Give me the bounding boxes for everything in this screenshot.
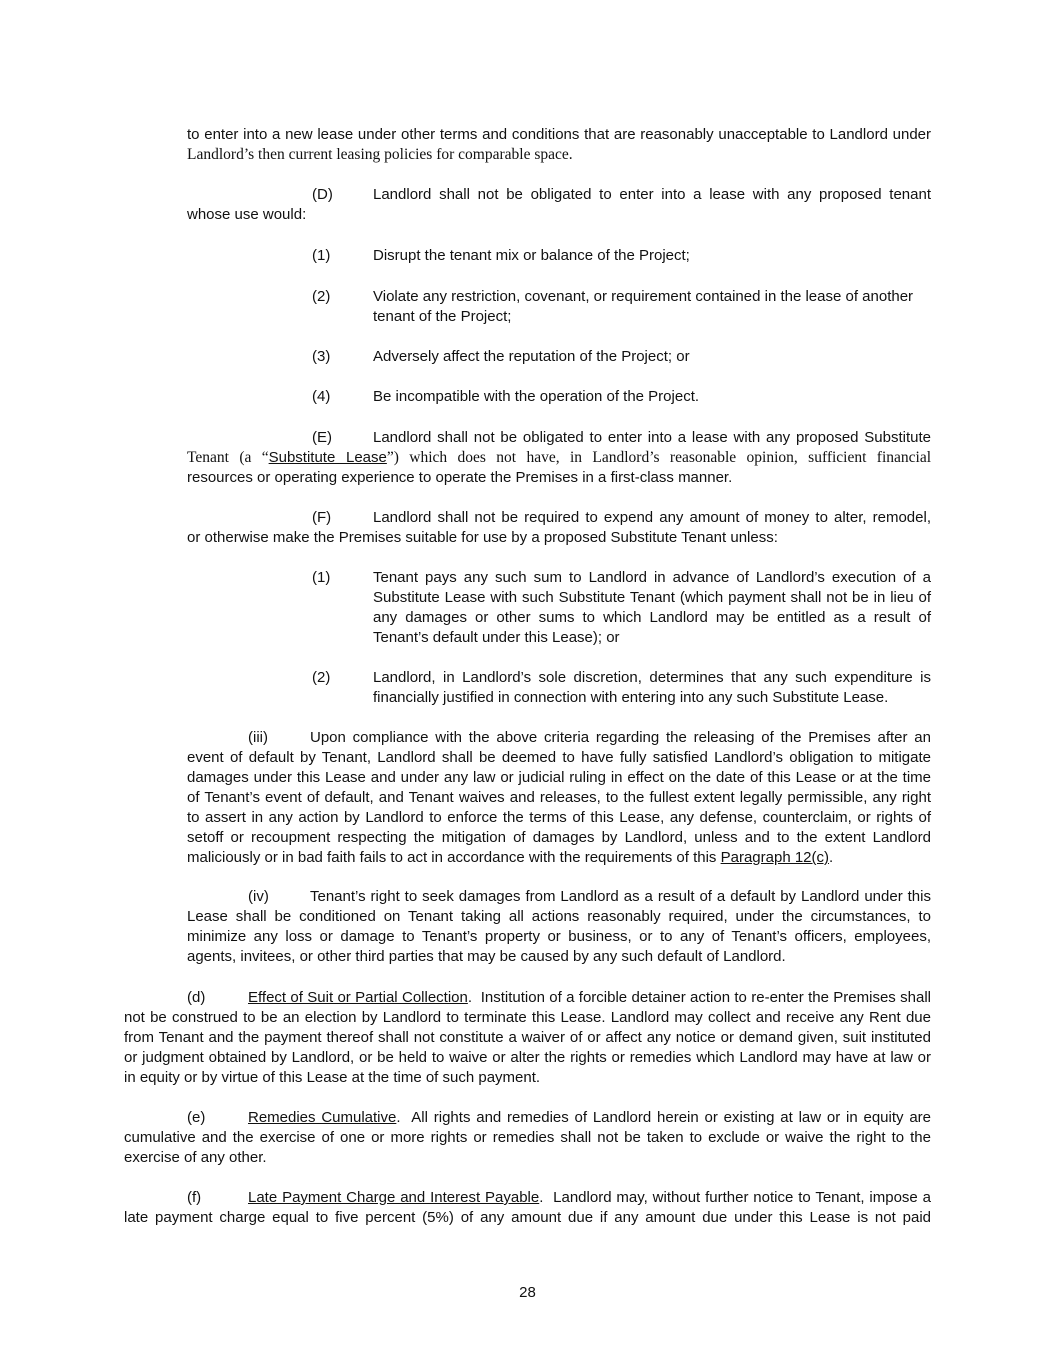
item-text: Adversely affect the reputation of the Project; or <box>373 348 690 365</box>
clause-E-line-1: Landlord shall not be obligated to enter into a lease with any proposed Substitute <box>373 429 931 446</box>
continuation-line-2: Landlord’s then current leasing policies for comparable space. <box>187 146 573 163</box>
clause-iii-text: Upon compliance with the above criteria regarding the releasing of the Premises after an event of default by Tenant, Landlord shall be deemed to have fully satisfied Landlord’s obligation to mitigate damages under this Lease and under any law or judicial ruling in effect on the date of this Lease or at the time of Tenant’s event of default, and Tenant waives and releases, to the fullest extent legally permissible, any right to assert in any action by Landlord to enforce the terms of this Lease, any defense, counterclaim, or rights of setoff or recoupment respecting the mitigation of damages by Landlord, unless and to the extent Landlord maliciously or in bad faith fails to act in accordance with the requirements of this <box>187 729 931 866</box>
clause-iv-label: (iv) <box>248 888 269 905</box>
item-label: (1) <box>312 247 331 264</box>
clause-D-continuation: whose use would: <box>187 206 307 223</box>
continuation-line-1: to enter into a new lease under other terms and conditions that are reasonably unacceptable to Landlord under <box>187 126 931 143</box>
section-e-label: (e) <box>187 1109 206 1126</box>
item-label: (1) <box>312 569 331 586</box>
item-text: Tenant pays any such sum to Landlord in advance of Landlord’s execution of a Substitute Lease with such Substitute Tenant (which payment shall not be in lieu of any damages or other sums to which Landlord may be entitled as a result of Tenant’s default under this Lease); or <box>373 569 931 646</box>
clause-iv <box>187 887 931 967</box>
clause-F-label: (F) <box>312 509 332 526</box>
clause-F-line-2: or otherwise make the Premises suitable for use by a proposed Substitute Tenant unless: <box>187 529 778 546</box>
section-e: (e) Remedies Cumulative. All rights and remedies of Landlord herein or existing at law or in equity are cumulative and the exercise of one or more rights or remedies shall not be taken to exclude or waive the right to the exercise of any other. <box>124 1109 931 1166</box>
section-d-label: (d) <box>187 989 206 1006</box>
item-text: Landlord, in Landlord’s sole discretion, determines that any such expenditure is financially justified in connection with entering into any such Substitute Lease. <box>373 669 931 706</box>
section-d-text: Institution of a forcible detainer action to re-enter the Premises shall not be construed to be an election by Landlord to terminate this Lease. Landlord may collect and receive any Rent due from Tenant and the payment thereof shall not constitute a waiver of or affect any notice or demand given, suit instituted or judgment obtained by Landlord, or be held to waive or alter the rights or remedies which Landlord may have at law or in equity or by virtue of this Lease at the time of such payment. <box>124 989 931 1086</box>
item-text: Violate any restriction, covenant, or requirement contained in the lease of another tenant of the Project; <box>373 288 914 325</box>
paragraph-12c-reference: Paragraph 12(c) <box>720 849 830 866</box>
section-f-label: (f) <box>187 1189 202 1206</box>
clause-D-label: (D) <box>312 186 333 203</box>
clause-iii <box>187 728 931 868</box>
clause-iii-period: . <box>829 849 834 866</box>
clause-F-line-1: Landlord shall not be required to expend any amount of money to alter, remodel, <box>373 509 931 526</box>
page-number: 28 <box>519 1284 536 1301</box>
clause-E-line-2-post: ”) which does not have, in Landlord’s reasonable opinion, sufficient financial <box>386 449 932 466</box>
clause-E-line-2 <box>187 448 931 468</box>
clause-iv-text: Tenant’s right to seek damages from Landlord as a result of a default by Landlord under this Lease shall be conditioned on Tenant taking all actions reasonably required, under the circumstances, to minimize any loss or damage to Tenant’s property or business, or to any of Tenant’s officers, employees, agents, invitees, or other third parties that may be caused by any such default of Landlord. <box>187 888 931 965</box>
section-f: (f) Late Payment Charge and Interest Payable. Landlord may, without further notice to Tenant, impose a late payment charge equal to five percent (5%) of any amount due if any amount due under this Lease is not paid <box>124 1189 931 1226</box>
item-label: (2) <box>312 669 331 686</box>
item-label: (2) <box>312 288 331 305</box>
continuation-paragraph <box>187 125 931 165</box>
section-f-text: Landlord may, without further notice to Tenant, impose a late payment charge equal to five percent (5%) of any amount due if any amount due under this Lease is not paid <box>124 1189 931 1226</box>
clause-E-line-3: resources or operating experience to operate the Premises in a first-class manner. <box>187 469 733 486</box>
section-e-title: Remedies Cumulative <box>248 1109 397 1126</box>
section-d: (d) Effect of Suit or Partial Collection. Institution of a forcible detainer action to re-enter the Premises shall not be construed to be an election by Landlord to terminate this Lease. Landlord may collect and receive any Rent due from Tenant and the payment thereof shall not constitute a waiver of or affect any notice or demand given, suit instituted or judgment obtained by Landlord, or be held to waive or alter the rights or remedies which Landlord may have at law or in equity or by virtue of this Lease at the time of such payment. <box>124 989 931 1086</box>
clause-E-label: (E) <box>312 429 332 446</box>
clause-D-text: Landlord shall not be obligated to enter into a lease with any proposed tenant <box>373 186 931 203</box>
item-text: Be incompatible with the operation of the Project. <box>373 388 700 405</box>
section-d-title: Effect of Suit or Partial Collection <box>248 989 468 1006</box>
clause-E-line-2-pre: Tenant (a “ <box>187 449 269 466</box>
item-label: (4) <box>312 388 331 405</box>
section-e-text: All rights and remedies of Landlord herein or existing at law or in equity are cumulative and the exercise of one or more rights or remedies shall not be taken to exclude or waive the right to the exercise of any other. <box>124 1109 931 1166</box>
section-f-title: Late Payment Charge and Interest Payable <box>248 1189 540 1206</box>
item-text: Disrupt the tenant mix or balance of the Project; <box>373 247 690 264</box>
substitute-lease-term: Substitute Lease <box>268 449 387 466</box>
item-label: (3) <box>312 348 331 365</box>
clause-iii-label: (iii) <box>248 729 268 746</box>
